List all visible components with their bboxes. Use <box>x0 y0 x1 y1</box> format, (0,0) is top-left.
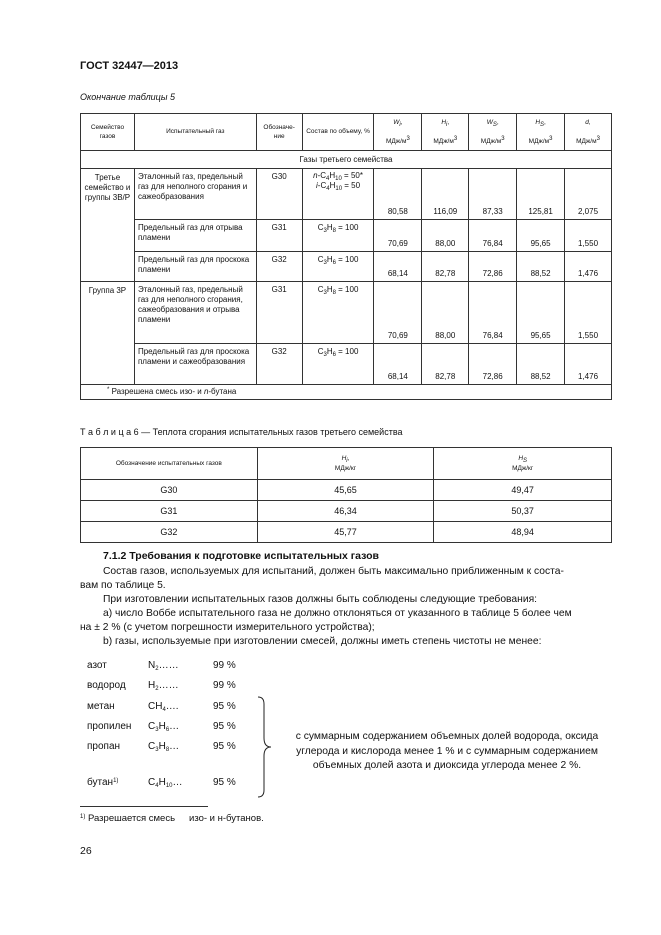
table5-caption: Окончание таблицы 5 <box>80 92 175 102</box>
code-cell: G32 <box>256 344 302 385</box>
hs-cell: 125,81 <box>517 169 565 220</box>
d-cell: 1,476 <box>565 252 612 282</box>
gas-formula: $H_2\dots\dots$ <box>148 680 179 692</box>
document-header: ГОСТ 32447—2013 <box>80 60 179 72</box>
table5-footnote: * Разрешена смесь изо- и n-бутана <box>81 385 612 400</box>
gas-name: бутан$^{1)}$ <box>87 777 119 788</box>
hs-cell: 50,37 <box>434 501 612 522</box>
code-cell: G32 <box>256 252 302 282</box>
wi-cell: 68,14 <box>374 252 422 282</box>
composition-cell: $C_3H_8 = 100$ <box>302 282 374 344</box>
d-cell: 1,550 <box>565 220 612 252</box>
gas-name: пропан <box>87 741 121 752</box>
gas-formula: $C_3H_6\dots$ <box>148 721 180 733</box>
code-cell: G30 <box>81 480 258 501</box>
col-gas: Испытательный газ <box>134 114 256 151</box>
col-wi: $W_i$, МДж/$м^3$ <box>374 114 422 151</box>
ws-cell: 72,86 <box>469 252 517 282</box>
table6-caption: Т а б л и ц а 6 — Теплота сгорания испытательных газов третьего семейства <box>80 427 403 437</box>
ws-cell: 87,33 <box>469 169 517 220</box>
page-number: 26 <box>80 845 92 857</box>
hi-cell: 88,00 <box>422 220 469 252</box>
family-cell: Группа 3Р <box>81 282 135 385</box>
code-cell: G31 <box>256 220 302 252</box>
gas-formula: $C_3H_8\dots$ <box>148 741 180 753</box>
footnote: $^{1)}$ Разрешается смесь изо- и н-бутанов. <box>80 813 264 824</box>
gas-name: метан <box>87 701 115 712</box>
table-row <box>81 522 612 543</box>
table5-section-heading: Газы третьего семейства <box>81 151 612 169</box>
gas-cell: Предельный газ для проскока пламени <box>134 252 256 282</box>
hs-cell: 88,52 <box>517 344 565 385</box>
table-row <box>81 220 612 252</box>
paragraph: вам по таблице 5. <box>80 580 166 591</box>
paragraph: a) число Воббе испытательного газа не должно отклоняться от указанного в таблице 5 более чем <box>103 608 572 619</box>
composition-cell: $n-C_4H_{10} = 50*$ $i-C_4H_{10} = 50$ <box>302 169 374 220</box>
gas-cell: Эталонный газ, предельный газ для неполного сгорания и сажеобразования <box>134 169 256 220</box>
hi-cell: 82,78 <box>422 344 469 385</box>
table-row <box>81 344 612 385</box>
hi-cell: 45,77 <box>257 522 434 543</box>
ws-cell: 76,84 <box>469 282 517 344</box>
hi-cell: 82,78 <box>422 252 469 282</box>
gas-name: азот <box>87 660 107 671</box>
d-cell: 2,075 <box>565 169 612 220</box>
table6-header-row <box>81 448 612 480</box>
composition-cell: $C_3H_6 = 100$ <box>302 252 374 282</box>
gas-purity: 95 % <box>213 721 236 732</box>
composition-cell: $C_3H_6 = 100$ <box>302 344 374 385</box>
section-title: 7.1.2 Требования к подготовке испытательных газов <box>103 550 379 562</box>
gas-cell: Предельный газ для проскока пламени и сажеобразования <box>134 344 256 385</box>
hi-cell: 46,34 <box>257 501 434 522</box>
code-cell: G31 <box>256 282 302 344</box>
code-cell: G31 <box>81 501 258 522</box>
hi-cell: 45,65 <box>257 480 434 501</box>
wi-cell: 70,69 <box>374 282 422 344</box>
paragraph: При изготовлении испытательных газов должны быть соблюдены следующие требования: <box>103 594 538 605</box>
paragraph: Состав газов, используемых для испытаний, должен быть максимально приближенным к соста- <box>103 566 564 577</box>
col-hi: $H_i$, МДж/кг <box>257 448 434 480</box>
table-row <box>81 480 612 501</box>
hi-cell: 116,09 <box>422 169 469 220</box>
gas-purity: 95 % <box>213 741 236 752</box>
gas-purity: 99 % <box>213 680 236 691</box>
col-designation: Обозначе-ние <box>256 114 302 151</box>
hs-cell: 49,47 <box>434 480 612 501</box>
gas-cell: Предельный газ для отрыва пламени <box>134 220 256 252</box>
gas-purity: 95 % <box>213 701 236 712</box>
table-6 <box>80 447 612 543</box>
hs-cell: 48,94 <box>434 522 612 543</box>
gas-formula: $CH_4\dots$. <box>148 701 179 713</box>
d-cell: 1,550 <box>565 282 612 344</box>
gas-purity: 99 % <box>213 660 236 671</box>
ws-cell: 72,86 <box>469 344 517 385</box>
hs-cell: 88,52 <box>517 252 565 282</box>
table-row <box>81 169 612 220</box>
composition-cell: $C_3H_8 = 100$ <box>302 220 374 252</box>
wi-cell: 70,69 <box>374 220 422 252</box>
wi-cell: 80,58 <box>374 169 422 220</box>
table-row <box>81 282 612 344</box>
hs-cell: 95,65 <box>517 220 565 252</box>
col-designation: Обозначение испытательных газов <box>81 448 258 480</box>
purity-condition: с суммарным содержанием объемных долей водорода, оксида углерода и кислорода менее 1 % и с суммарным содержанием объемных долей азота и диоксида углерода менее 2 %. <box>295 731 599 771</box>
table5-header-row <box>81 114 612 151</box>
ws-cell: 76,84 <box>469 220 517 252</box>
col-hi: $H_i$, МДж/$м^3$ <box>422 114 469 151</box>
table-row <box>81 252 612 282</box>
gas-name: водород <box>87 680 126 691</box>
code-cell: G30 <box>256 169 302 220</box>
paragraph: b) газы, используемые при изготовлении смесей, должны иметь степень чистоты не менее: <box>103 636 542 647</box>
curly-brace-icon <box>254 696 276 798</box>
footnote-divider <box>80 806 208 807</box>
paragraph: на ± 2 % (с учетом погрешности измерительного устройства); <box>80 622 375 633</box>
family-cell: Третье семейство и группы 3В/Р <box>81 169 135 282</box>
col-ws: $W_S$, МДж/$м^3$ <box>469 114 517 151</box>
table-5 <box>80 113 612 400</box>
gas-name: пропилен <box>87 721 132 732</box>
d-cell: 1,476 <box>565 344 612 385</box>
hs-cell: 95,65 <box>517 282 565 344</box>
gas-formula: $C_4H_{10}\dots$ <box>148 777 183 789</box>
col-hs: $H_S$ МДж/кг <box>434 448 612 480</box>
table-row <box>81 501 612 522</box>
col-hs: $H_S$, МДж/$м^3$ <box>517 114 565 151</box>
gas-cell: Эталонный газ, предельный газ для неполного сгорания, сажеобразования и отрыва пламени <box>134 282 256 344</box>
col-composition: Состав по объему, % <box>302 114 374 151</box>
col-family: Семейство газов <box>81 114 135 151</box>
wi-cell: 68,14 <box>374 344 422 385</box>
gas-purity: 95 % <box>213 777 236 788</box>
col-d: d, МДж/$м^3$ <box>565 114 612 151</box>
gas-formula: $N_2\dots\dots$ <box>148 660 179 672</box>
hi-cell: 88,00 <box>422 282 469 344</box>
code-cell: G32 <box>81 522 258 543</box>
